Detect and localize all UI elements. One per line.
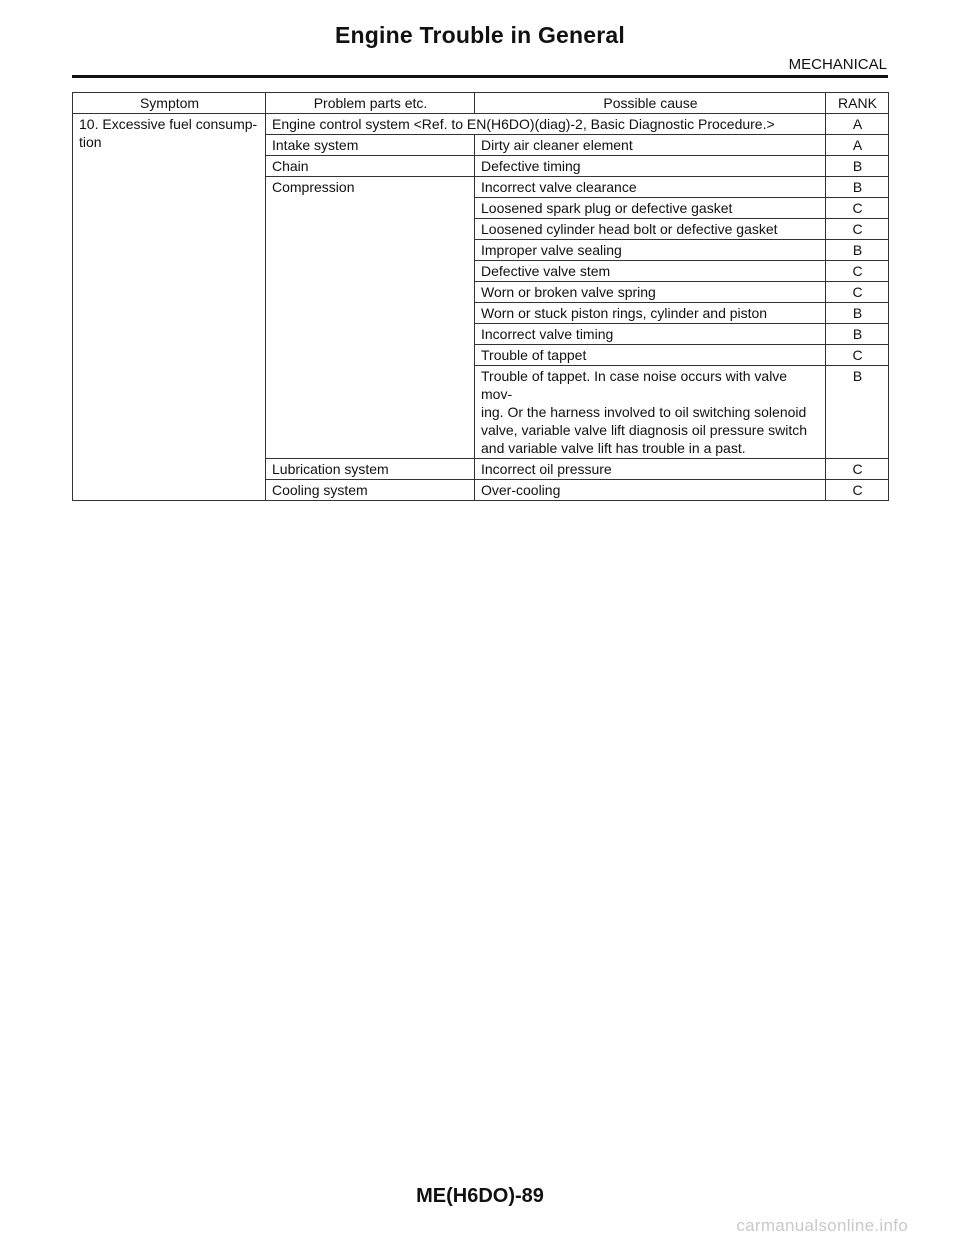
possible-cause-cell: Trouble of tappet bbox=[475, 345, 826, 366]
rank-cell: B bbox=[826, 324, 889, 345]
possible-cause-cell: Improper valve sealing bbox=[475, 240, 826, 261]
header-rule bbox=[72, 75, 888, 78]
problem-part-cell: Cooling system bbox=[266, 480, 475, 501]
column-header-symptom: Symptom bbox=[73, 93, 266, 114]
rank-cell: C bbox=[826, 459, 889, 480]
possible-cause-cell: Incorrect valve timing bbox=[475, 324, 826, 345]
possible-cause-cell: Trouble of tappet. In case noise occurs with valve mov- ing. Or the harness involved to oil switching solenoid valve, variable valve lift diagnosis oil pressure switch and variable valve lift has trouble in a past. bbox=[475, 366, 826, 459]
section-label: MECHANICAL bbox=[788, 56, 887, 73]
rank-cell: C bbox=[826, 480, 889, 501]
rank-cell: A bbox=[826, 135, 889, 156]
possible-cause-cell: Loosened cylinder head bolt or defective gasket bbox=[475, 219, 826, 240]
possible-cause-cell: Worn or stuck piston rings, cylinder and piston bbox=[475, 303, 826, 324]
table-header-row bbox=[73, 93, 889, 114]
page-number: ME(H6DO)-89 bbox=[416, 1185, 544, 1207]
possible-cause-cell: Loosened spark plug or defective gasket bbox=[475, 198, 826, 219]
column-header-problem-parts: Problem parts etc. bbox=[266, 93, 475, 114]
problem-part-cell: Compression bbox=[266, 177, 475, 459]
rank-cell: C bbox=[826, 261, 889, 282]
possible-cause-cell: Over-cooling bbox=[475, 480, 826, 501]
symptom-cell: 10. Excessive fuel consump- tion bbox=[73, 114, 266, 501]
table-row bbox=[73, 114, 889, 135]
possible-cause-cell: Defective timing bbox=[475, 156, 826, 177]
rank-cell: C bbox=[826, 219, 889, 240]
rank-cell: C bbox=[826, 198, 889, 219]
column-header-possible-cause: Possible cause bbox=[475, 93, 826, 114]
possible-cause-cell: Worn or broken valve spring bbox=[475, 282, 826, 303]
rank-cell: B bbox=[826, 156, 889, 177]
problem-part-cell: Intake system bbox=[266, 135, 475, 156]
possible-cause-cell: Defective valve stem bbox=[475, 261, 826, 282]
rank-cell: A bbox=[826, 114, 889, 135]
rank-cell: C bbox=[826, 345, 889, 366]
column-header-rank: RANK bbox=[826, 93, 889, 114]
page-title: Engine Trouble in General bbox=[335, 22, 625, 48]
problem-part-cell: Lubrication system bbox=[266, 459, 475, 480]
rank-cell: B bbox=[826, 240, 889, 261]
rank-cell: B bbox=[826, 366, 889, 459]
rank-cell: C bbox=[826, 282, 889, 303]
trouble-table bbox=[72, 92, 889, 501]
watermark: carmanualsonline.info bbox=[736, 1216, 908, 1235]
problem-part-cell: Engine control system <Ref. to EN(H6DO)(diag)-2, Basic Diagnostic Procedure.> bbox=[266, 114, 826, 135]
possible-cause-cell: Dirty air cleaner element bbox=[475, 135, 826, 156]
rank-cell: B bbox=[826, 177, 889, 198]
possible-cause-cell: Incorrect valve clearance bbox=[475, 177, 826, 198]
possible-cause-cell: Incorrect oil pressure bbox=[475, 459, 826, 480]
problem-part-cell: Chain bbox=[266, 156, 475, 177]
rank-cell: B bbox=[826, 303, 889, 324]
